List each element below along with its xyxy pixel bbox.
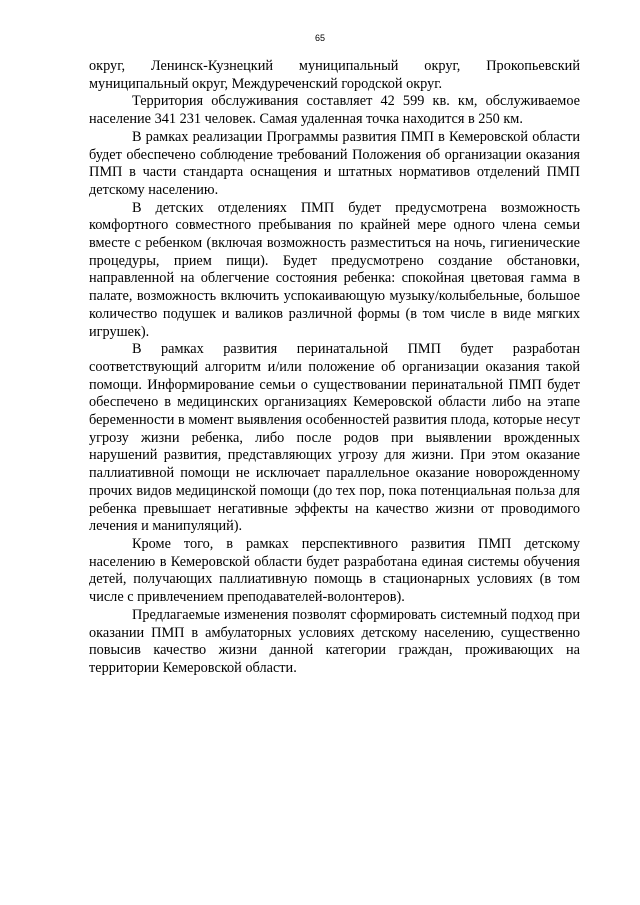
paragraph-perinatal-care: В рамках развития перинатальной ПМП будет разработан соответствующий алгоритм и/или положение об организации оказания такой помощи. Информирование семьи о существовании перинатальной ПМП будет обеспечено в медицинских организациях Кемеровской области либо на этапе беременности в момент выявления особенностей развития плода, которые несут угрозу жизни ребенка, либо после родов при выявлении врожденных нарушений развития, представляющих угрозу для жизни. При этом оказание паллиативной помощи не исключает параллельное оказание новорожденному прочих видов медицинской помощи (до тех пор, пока потенциальная польза для ребенка превышает негативные эффекты на качество жизни от проводимого лечения и манипуляций). (89, 341, 580, 535)
paragraph-conclusion: Предлагаемые изменения позволят сформировать системный подход при оказании ПМП в амбулаторных условиях детскому населению, существенно повысив качество жизни данной категории граждан, проживающих на территории Кемеровской области. (89, 606, 580, 676)
page-number: 65 (314, 33, 325, 43)
paragraph-service-areas-continued: округ, Ленинск-Кузнецкий муниципальный округ, Прокопьевский муниципальный округ, Междуреченский городской округ. (89, 58, 580, 92)
paragraph-program-implementation: В рамках реализации Программы развития ПМП в Кемеровской области будет обеспечено соблюдение требований Положения об организации оказания ПМП в части стандарта оснащения и штатных нормативов отделений ПМП детскому населению. (89, 128, 580, 198)
document-body (89, 58, 580, 678)
paragraph-education-system: Кроме того, в рамках перспективного развития ПМП детскому населению в Кемеровской области будет разработана единая системы обучения детей, получающих паллиативную помощь в стационарных условиях (в том числе с привлечением преподавателей-волонтеров). (89, 535, 580, 606)
paragraph-service-territory: Территория обслуживания составляет 42 599 кв. км, обслуживаемое население 341 231 человек. Самая удаленная точка находится в 250 км. (89, 93, 580, 128)
paragraph-family-stay: В детских отделениях ПМП будет предусмотрена возможность комфортного совместного пребывания по крайней мере одного члена семьи вместе с ребенком (включая возможность разместиться на ночь, гигиенические процедуры, прием пищи). Будет предусмотрено создание обстановки, направленной на облегчение состояния ребенка: спокойная цветовая гамма в палате, возможность включить успокаивающую музыку/колыбельные, большое количество подушек и валиков различной формы (в том числе в виде мягких игрушек). (89, 199, 580, 340)
